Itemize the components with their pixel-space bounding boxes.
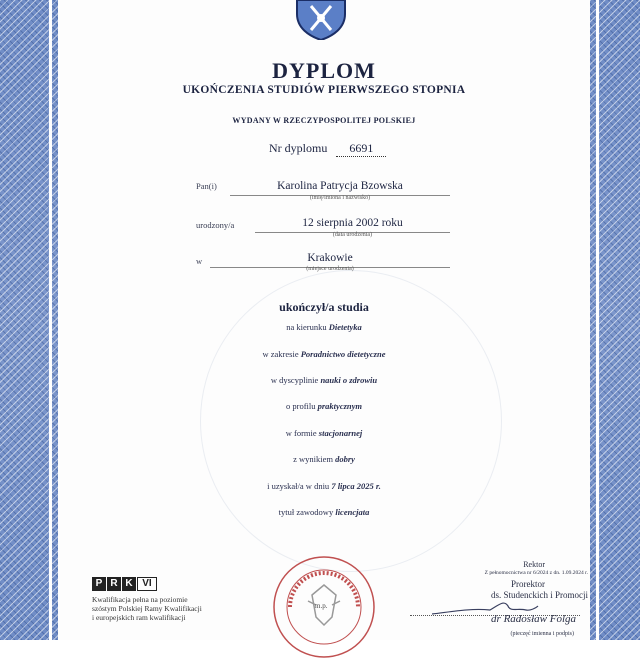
diploma-number-row bbox=[269, 141, 386, 157]
date-label: i uzyskał/a w dniu bbox=[267, 481, 330, 491]
profile-label: o profilu bbox=[285, 401, 316, 411]
field-label: na kierunku bbox=[286, 322, 327, 332]
rector-label: Rektor bbox=[523, 560, 545, 569]
birth-place-hint: (miejsce urodzenia) bbox=[306, 266, 354, 272]
prk-letter-p: P bbox=[92, 577, 106, 591]
prk-letter-r: R bbox=[107, 577, 121, 591]
person-name: Karolina Patrycja Bzowska bbox=[277, 180, 403, 192]
eagle-watermark bbox=[200, 270, 502, 572]
prorector-department: ds. Studenckich i Promocji bbox=[491, 590, 588, 600]
birth-place: Krakowie bbox=[307, 252, 353, 264]
form-value: stacjonarnej bbox=[318, 428, 363, 438]
diploma-subtitle: UKOŃCZENIA STUDIÓW PIERWSZEGO STOPNIA bbox=[182, 84, 466, 96]
prk-line-2: szóstym Polskiej Ramy Kwalifikacji bbox=[92, 604, 202, 613]
signature-hint: (pieczęć imienna i podpis) bbox=[510, 631, 574, 637]
profile-value: praktycznym bbox=[317, 401, 363, 411]
discipline-row bbox=[58, 375, 590, 385]
title-label: tytuł zawodowy bbox=[278, 507, 334, 517]
diploma-number-value: 6691 bbox=[336, 141, 386, 157]
discipline-label: w dyscyplinie bbox=[270, 375, 319, 385]
place-label: w bbox=[196, 256, 203, 266]
prk-logo bbox=[92, 577, 157, 591]
scope-row bbox=[58, 349, 590, 359]
issued-in: WYDANY W RZECZYPOSPOLITEJ POLSKIEJ bbox=[232, 116, 416, 125]
profile-row bbox=[58, 401, 590, 411]
prk-letter-k: K bbox=[122, 577, 136, 591]
form-row bbox=[58, 428, 590, 438]
diploma-title: DYPLOM bbox=[272, 58, 376, 83]
name-hint: (imię/imiona i nazwisko) bbox=[309, 195, 371, 201]
right-guilloche-border bbox=[590, 0, 640, 640]
result-value: dobry bbox=[335, 454, 355, 464]
date-value: 7 lipca 2025 r. bbox=[331, 481, 381, 491]
prorector-label: Prorektor bbox=[511, 579, 545, 589]
result-row bbox=[58, 454, 590, 464]
prk-description bbox=[92, 595, 202, 622]
authorization-note: Z pełnomocnictwa nr 6/2024 z dn. 1.09.2024 r. bbox=[484, 570, 588, 576]
left-guilloche-border bbox=[0, 0, 58, 640]
signatory-name: dr Radosław Folga bbox=[491, 613, 576, 625]
result-label: z wynikiem bbox=[293, 454, 333, 464]
born-label: urodzony/a bbox=[196, 220, 235, 230]
birth-date-hint: (data urodzenia) bbox=[332, 232, 373, 238]
prk-line-3: i europejskich ram kwalifikacji bbox=[92, 613, 186, 622]
title-row bbox=[58, 507, 590, 517]
title-value: licencjata bbox=[335, 507, 370, 517]
field-value: Dietetyka bbox=[328, 322, 362, 332]
diploma-number-label: Nr dyplomu bbox=[269, 141, 328, 155]
discipline-value: nauki o zdrowiu bbox=[320, 375, 378, 385]
field-row bbox=[58, 322, 590, 332]
prk-line-1: Kwalifikacja pełna na poziomie bbox=[92, 595, 188, 604]
stamp-mp: m.p. bbox=[315, 602, 328, 610]
university-crest-icon bbox=[293, 0, 349, 40]
studies-heading: ukończył/a studia bbox=[279, 300, 369, 314]
scope-label: w zakresie bbox=[262, 349, 299, 359]
form-label: w formie bbox=[285, 428, 317, 438]
birth-date: 12 sierpnia 2002 roku bbox=[302, 217, 403, 229]
scope-value: Poradnictwo dietetyczne bbox=[300, 349, 386, 359]
date-row bbox=[58, 481, 590, 491]
name-label: Pan(i) bbox=[196, 181, 217, 191]
prk-level: VI bbox=[137, 577, 157, 591]
